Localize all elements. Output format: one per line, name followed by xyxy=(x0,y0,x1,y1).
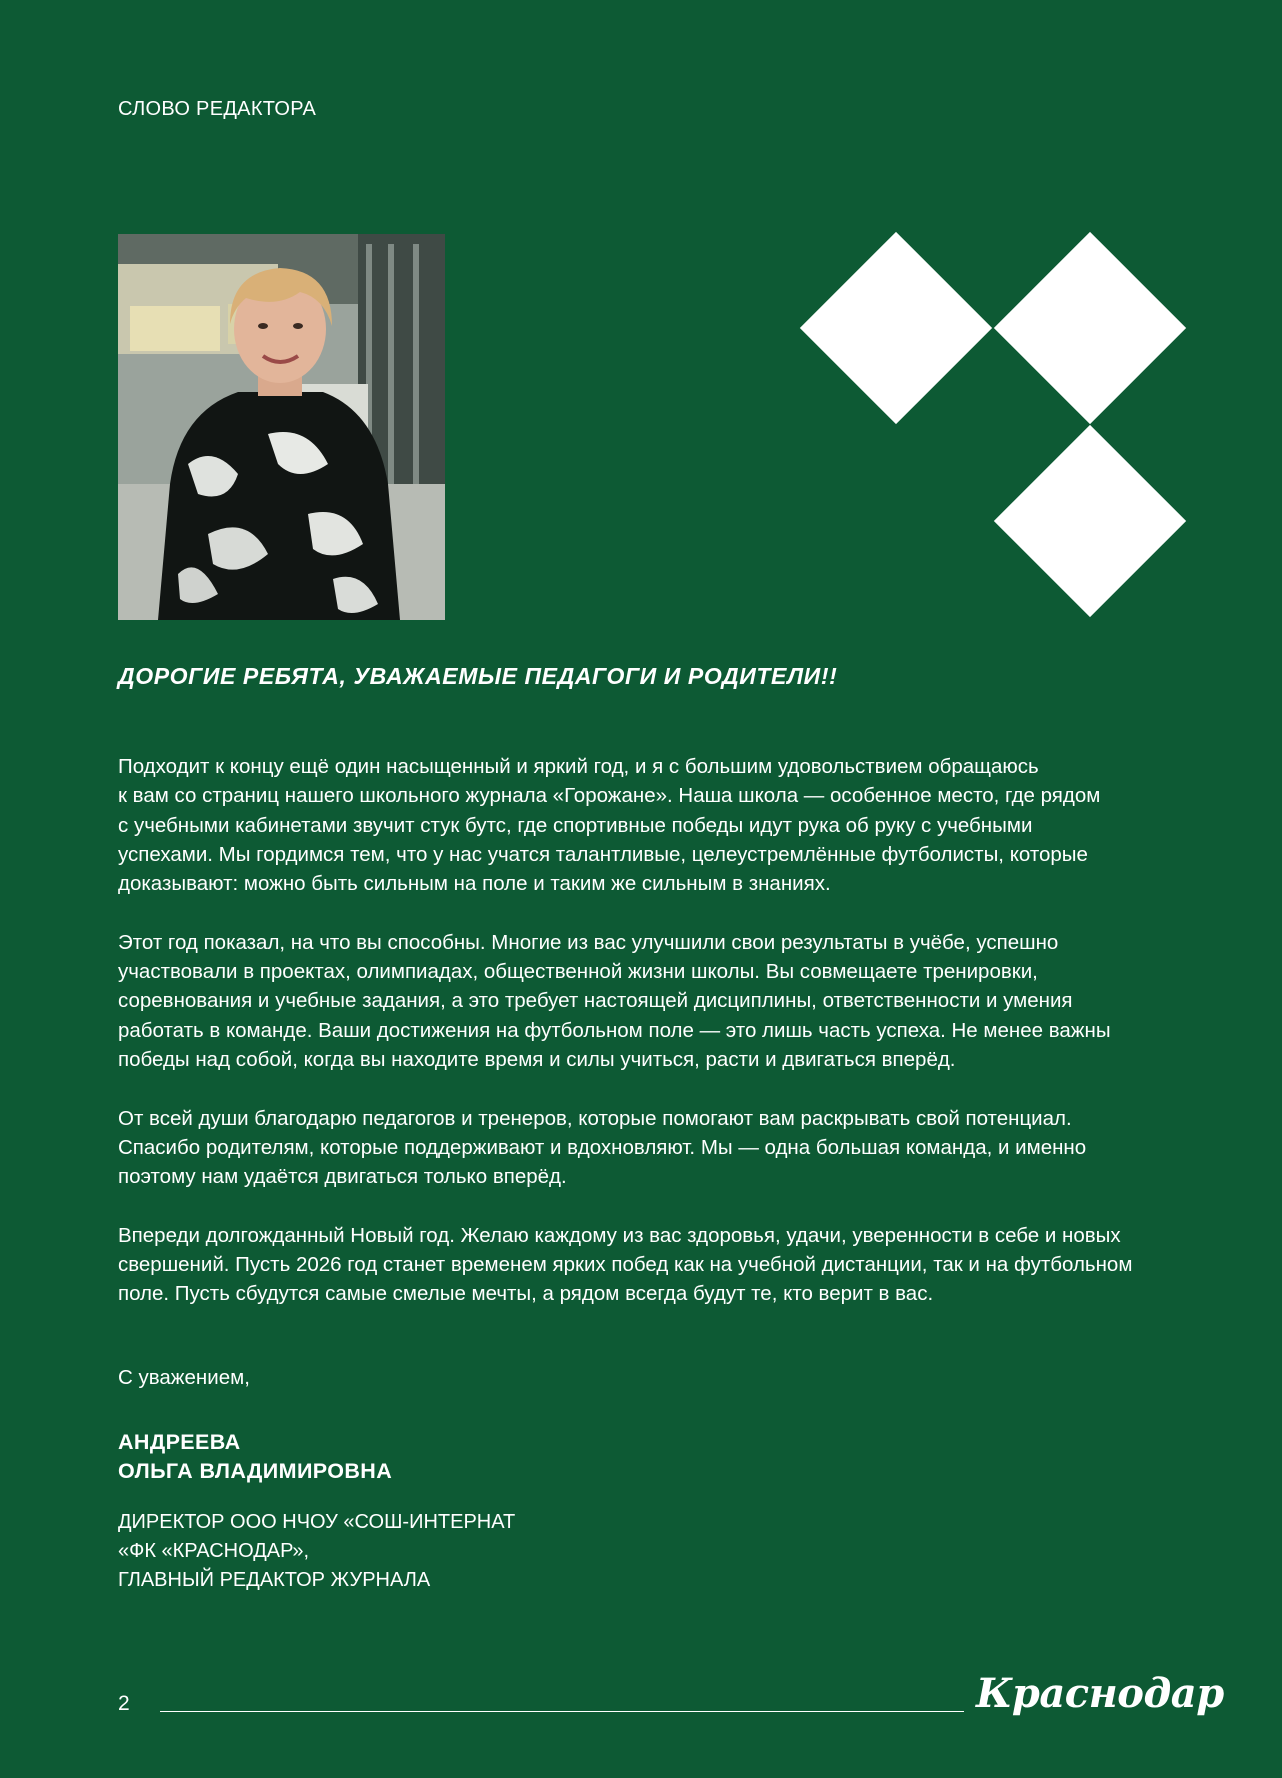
letter-signoff: С уважением, xyxy=(118,1366,250,1389)
letter-paragraph-2: Этот год показал, на что вы способны. Многие из вас улучшили свои результаты в учёбе, успешно участвовали в проектах, олимпиадах, общественной жизни школы. Вы совмещаете тренировки, соревнования и учебные задания, а это требует настоящей дисциплины, ответственности и умения работать в команде. Ваши достижения на футбольном поле — это лишь часть успеха. Не менее важны победы над собой, когда вы находите время и силы учиться, расти и двигаться вперёд. xyxy=(118,930,1111,1071)
diamond-shape-icon xyxy=(994,232,1186,424)
page-number: 2 xyxy=(118,1692,130,1715)
letter-paragraph-3: От всей души благодарю педагогов и тренеров, которые помогают вам раскрывать свой потенциал. Спасибо родителям, которые поддерживают и вдохновляют. Мы — одна большая команда, и именно поэтому нам удаётся двигаться только вперёд. xyxy=(118,1106,1087,1189)
diamond-shape-icon xyxy=(994,425,1186,617)
letter-paragraph-1: Подходит к концу ещё один насыщенный и яркий год, и я с большим удовольствием обращаюсь к вам со страниц нашего школьного журнала «Горожане». Наша школа — особенное место, где рядом с учебными кабинетами звучит стук бутс, где спортивные победы идут рука об руку с учебными успехами. Мы гордимся тем, что у нас учатся талантливые, целеустремлённые футболисты, которые доказывают: можно быть сильным на поле и таким же сильным в знаниях. xyxy=(118,755,1101,896)
editor-portrait-photo xyxy=(118,234,445,620)
section-label: СЛОВО РЕДАКТОРА xyxy=(118,98,317,120)
decorative-diamonds xyxy=(800,232,1190,622)
letter-greeting: ДОРОГИЕ РЕБЯТА, УВАЖАЕМЫЕ ПЕДАГОГИ И РОДИТЕЛИ!! xyxy=(118,663,838,689)
diamond-shape-icon xyxy=(800,232,992,424)
brand-logo: Краснодар xyxy=(976,1670,1224,1717)
letter-paragraph-4: Впереди долгожданный Новый год. Желаю каждому из вас здоровья, удачи, уверенности в себе и новых свершений. Пусть 2026 год станет временем ярких побед как на учебной дистанции, так и на футбольном поле. Пусть сбудутся самые смелые мечты, а рядом всегда будут те, кто верит в вас. xyxy=(118,1223,1133,1306)
footer-divider xyxy=(160,1711,964,1712)
letter-body xyxy=(118,752,1193,1338)
author-position: ДИРЕКТОР ООО НЧОУ «СОШ-ИНТЕРНАТ «ФК «КРАСНОДАР», ГЛАВНЫЙ РЕДАКТОР ЖУРНАЛА xyxy=(118,1511,516,1591)
author-name: АНДРЕЕВА ОЛЬГА ВЛАДИМИРОВНА xyxy=(118,1430,393,1483)
